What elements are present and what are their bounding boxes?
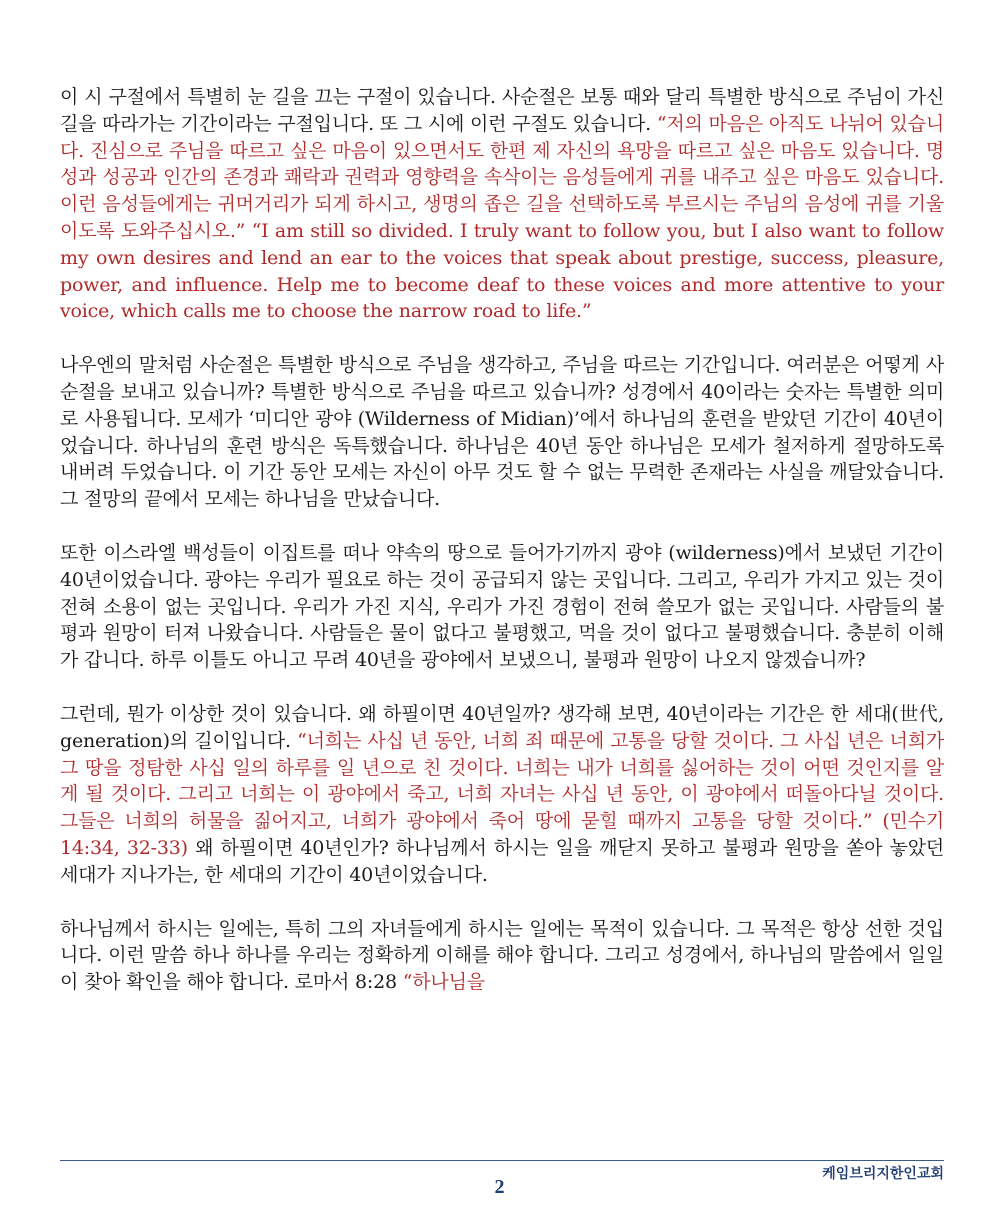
paragraph-5-text: 하나님께서 하시는 일에는, 특히 그의 자녀들에게 하시는 일에는 목적이 있습니다. 그 목적은 항상 선한 것입니다. 이런 말씀 하나 하나를 우리는 정확하게 이해를 해야 합니다. 그리고 성경에서, 하나님의 말씀에서 일일이 찾아 확인을 해야 합니다. 로마서 8:28 [60, 917, 944, 994]
footer-church-name: 케임브리지한인교회 [822, 1166, 944, 1182]
paragraph-3-text: 또한 이스라엘 백성들이 이집트를 떠나 약속의 땅으로 들어가기까지 광야 (wilderness)에서 보냈던 기간이 40년이었습니다. 광야는 우리가 필요로 하는 것이 공급되지 않는 곳입니다. 그리고, 우리가 가지고 있는 것이 전혀 소용이 없는 곳입니다. 우리가 가진 지식, 우리가 가진 경험이 전혀 쓸모가 없는 곳입니다. 사람들의 불평과 원망이 터져 나왔습니다. 사람들은 물이 없다고 불평했고, 먹을 것이 없다고 불평했습니다. 충분히 이해가 갑니다. 하루 이틀도 아니고 무려 40년을 광야에서 보냈으니, 불평과 원망이 나오지 않겠습니까? [60, 541, 944, 672]
scripture-quote: “너희는 사십 년 동안, 너희 죄 때문에 고통을 당할 것이다. 그 사십 년은 너희가 그 땅을 정탐한 사십 일의 하루를 일 년으로 친 것이다. 너희는 내가 너희를 싫어하는 것이 어떤 것인지를 알게 될 것이다. 그리고 너희는 이 광야에서 죽고, 너희 자녀는 사십 년 동안, 이 광야에서 떠돌아다닐 것이다. 그들은 너희의 허물을 짊어지고, 너희가 광야에서 죽어 땅에 묻힐 때까지 고통을 당할 것이다.” (민수기 14:34, 32-33) [60, 729, 945, 859]
paragraph-1-intro: 이 시 구절에서 특별히 눈 길을 끄는 구절이 있습니다. 사순절은 보통 때와 달리 특별한 방식으로 주님이 가신 길을 따라가는 기간이라는 구절입니다. 또 그 시에 이런 구절도 있습니다. [60, 86, 944, 135]
paragraph-4-intro: 그런데, 뭔가 이상한 것이 있습니다. 왜 하필이면 40년일까? 생각해 보면, 40년이라는 기간은 한 세대(世代, generation)의 길이입니다. [60, 702, 944, 752]
paragraph-1 [60, 84, 944, 325]
paragraph-4 [60, 701, 944, 889]
page-number: 2 [494, 1176, 505, 1198]
paragraph-4-outro: 왜 하필이면 40년인가? 하나님께서 하시는 일을 깨닫지 못하고 불평과 원망을 쏟아 놓았던 세대가 지나가는, 한 세대의 기간이 40년이었습니다. [60, 836, 945, 886]
body-text [60, 84, 944, 1023]
prayer-quote: “저의 마음은 아직도 나뉘어 있습니다. 진심으로 주님을 따르고 싶은 마음이 있으면서도 한편 제 자신의 욕망을 따르고 싶은 마음도 있습니다. 명성과 성공과 인간의 존경과 쾌락과 권력과 영향력을 속삭이는 음성들에게 귀를 내주고 싶은 마음도 있습니다. 이런 음성들에게는 귀머거리가 되게 하시고, 생명의 좁은 길을 선택하도록 부르시는 주님의 음성에 귀를 기울이도록 도와주십시오.” “I am still so divided. I truly want to follow you, but I also want to follow my own desires and lend an ear to the voices that speak about prestige, success, pleasure, power, and influence. Help me to become deaf to these voices and more attentive to your voice, which calls me to choose the narrow road to life.” [60, 112, 944, 323]
romans-quote-start: “하나님을 [402, 971, 485, 994]
paragraph-5 [60, 916, 944, 996]
paragraph-3 [60, 540, 944, 674]
footer-divider [60, 1160, 944, 1161]
paragraph-2 [60, 352, 944, 513]
paragraph-2-text: 나우엔의 말처럼 사순절은 특별한 방식으로 주님을 생각하고, 주님을 따르는 기간입니다. 여러분은 어떻게 사순절을 보내고 있습니까? 특별한 방식으로 주님을 따르고 있습니까? 성경에서 40이라는 숫자는 특별한 의미로 사용됩니다. 모세가 ‘미디안 광야 (Wilderness of Midian)’에서 하나님의 훈련을 받았던 기간이 40년이었습니다. 하나님의 훈련 방식은 독특했습니다. 하나님은 40년 동안 하나님은 모세가 철저하게 절망하도록 내버려 두었습니다. 이 기간 동안 모세는 자신이 아무 것도 할 수 없는 무력한 존재라는 사실을 깨달았습니다. 그 절망의 끝에서 모세는 하나님을 만났습니다. [60, 354, 944, 511]
